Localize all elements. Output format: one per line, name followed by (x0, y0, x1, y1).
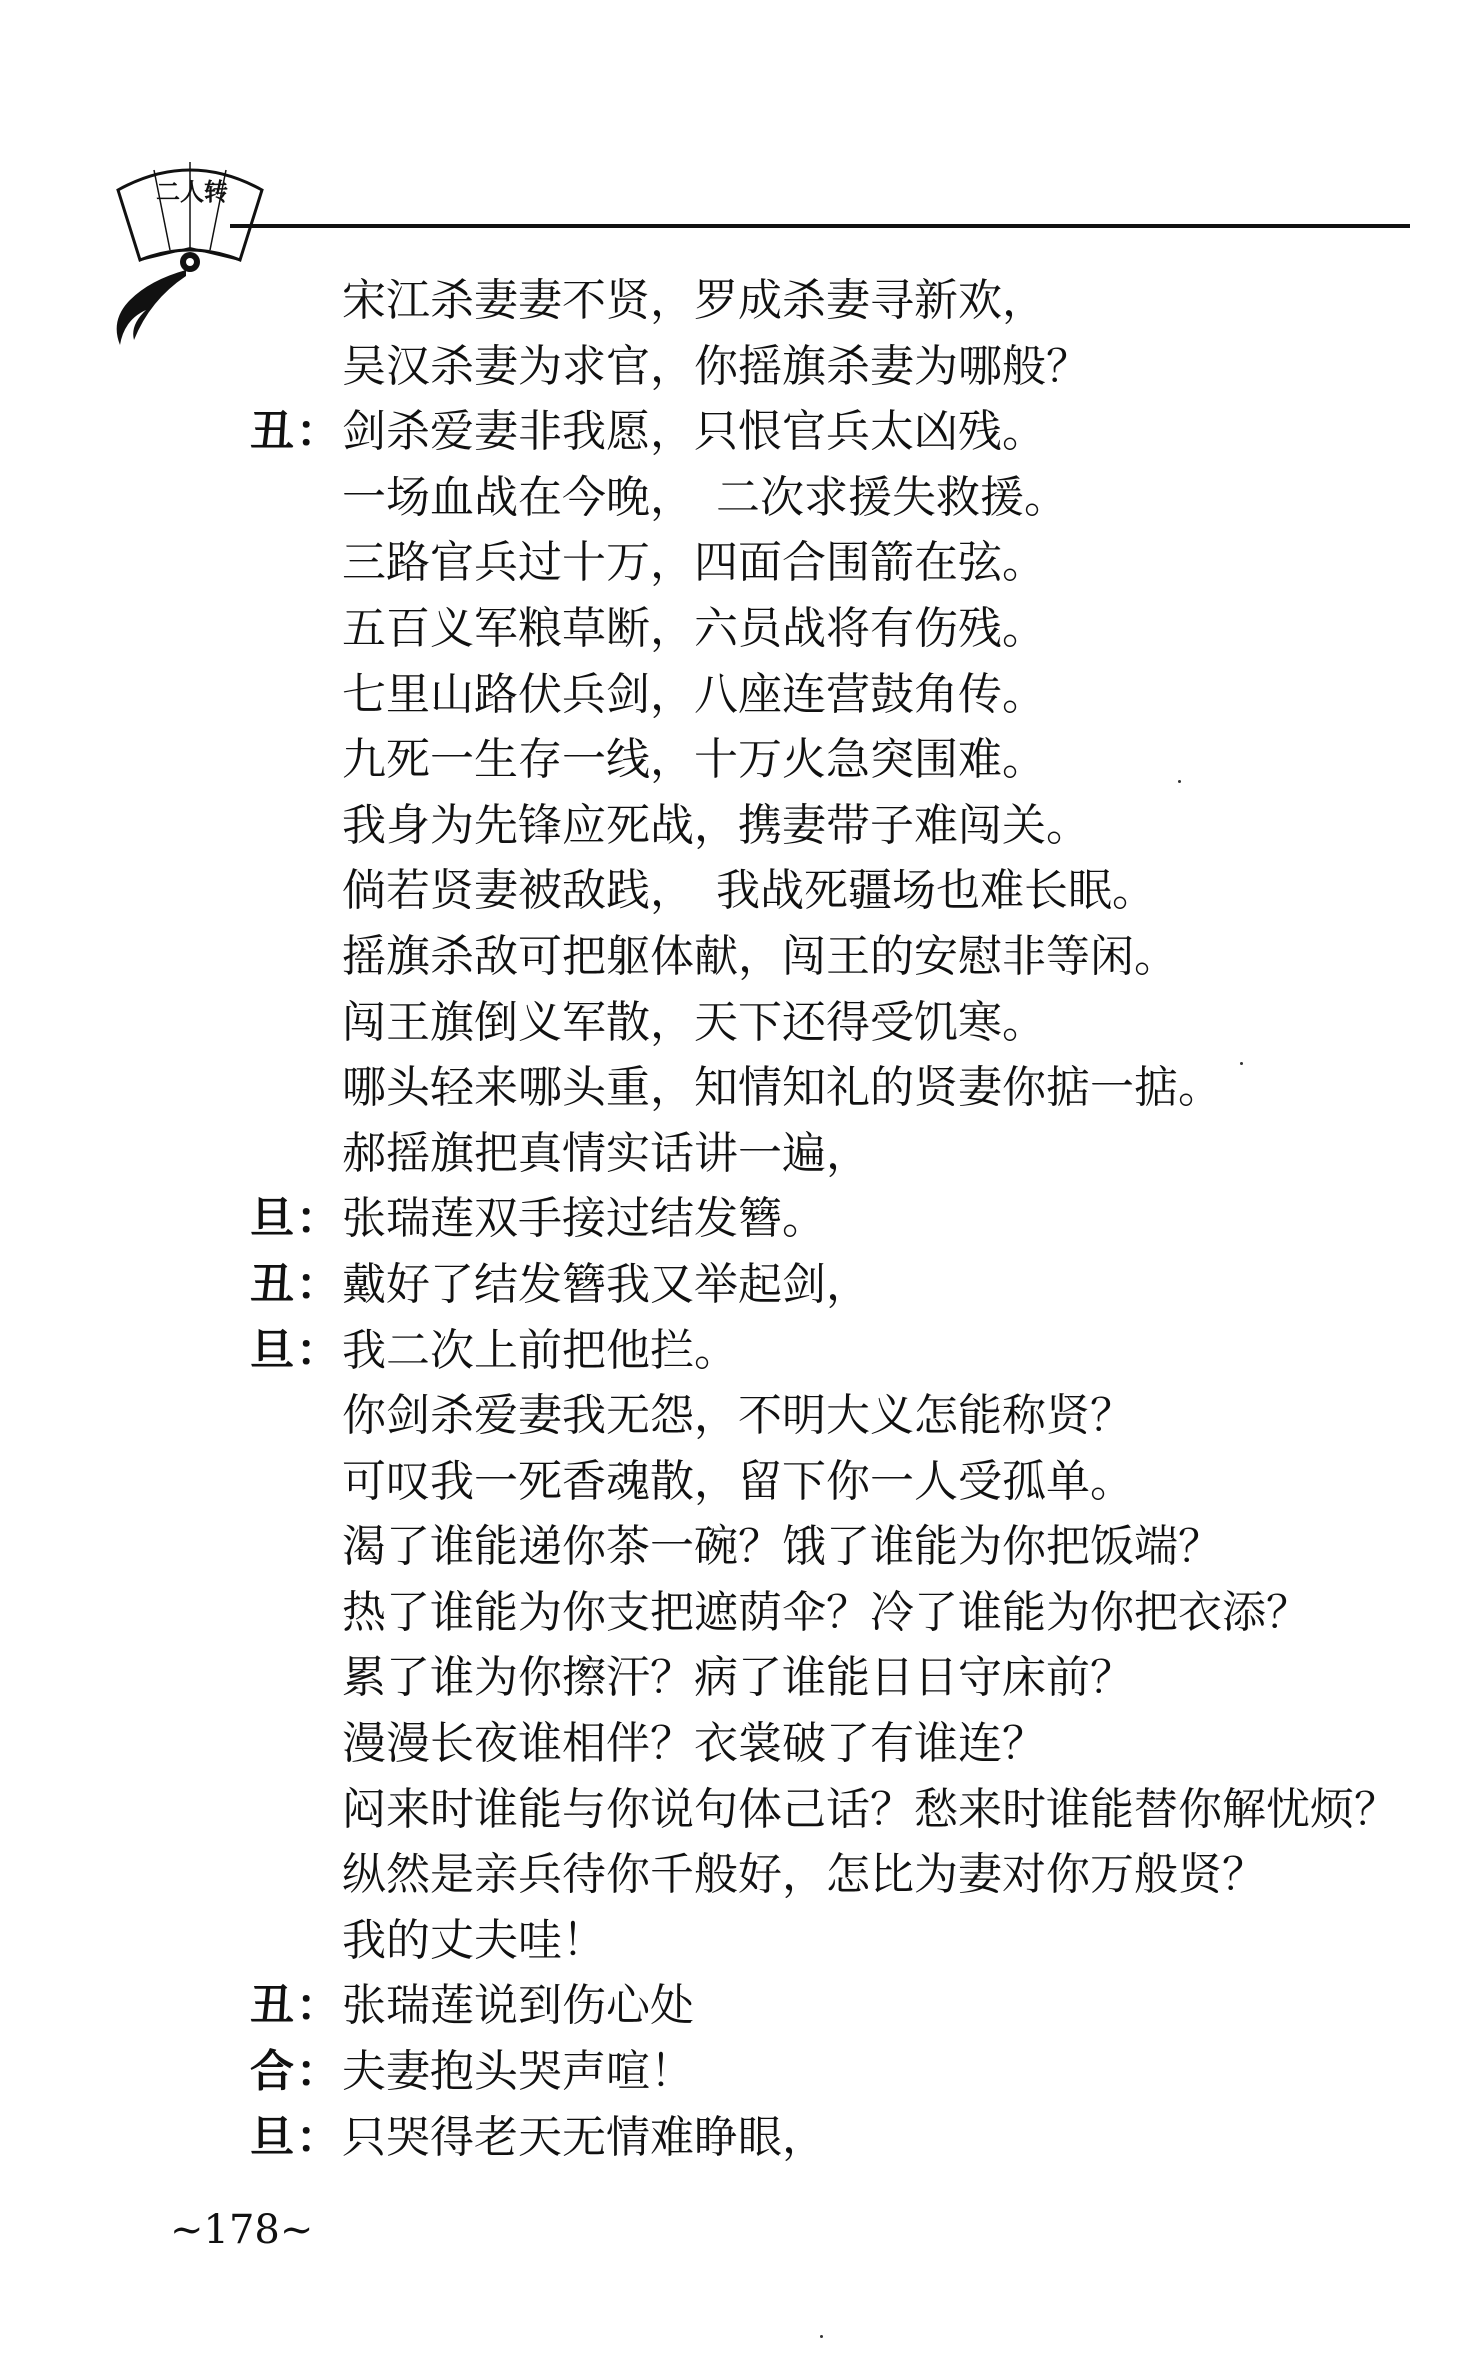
verse-text: 热了谁能为你支把遮荫伞？冷了谁能为你把衣添？ (342, 1586, 1310, 1638)
verse-line (250, 1842, 1400, 1908)
page-number: ~178~ (170, 2207, 314, 2253)
scan-speck (820, 2335, 823, 2338)
verse-line (250, 858, 1400, 924)
verse-text: 夫妻抱头哭声喧！ (342, 2046, 694, 2098)
verse-text: 郝摇旗把真情实话讲一遍， (342, 1127, 870, 1179)
verse-text: 宋江杀妻妻不贤，罗成杀妻寻新欢， (342, 275, 1046, 326)
verse-text: 漫漫长夜谁相伴？衣裳破了有谁连？ (342, 1718, 1046, 1770)
verse-line (250, 1383, 1400, 1449)
verse-text: 九死一生存一线，十万火急突围难。 (342, 734, 1046, 786)
verse-line (250, 2039, 1400, 2105)
verse-line (250, 268, 1400, 334)
verse-text: 张瑞莲说到伤心处 (342, 1980, 694, 2032)
verse-line (250, 2105, 1400, 2171)
role-label: 旦： (250, 1324, 342, 1376)
role-label: 丑： (250, 1980, 342, 2032)
verse-text: 闯王旗倒义军散，天下还得受饥寒。 (342, 996, 1046, 1048)
verse-line (250, 1711, 1400, 1777)
verse-text: 张瑞莲双手接过结发簪。 (342, 1193, 826, 1245)
verse-line (250, 1973, 1400, 2039)
verse-line (250, 1645, 1400, 1711)
verse-text: 累了谁为你擦汗？病了谁能日日守床前？ (342, 1652, 1134, 1704)
verse-text: 我二次上前把他拦。 (342, 1324, 738, 1376)
verse-line (250, 1252, 1400, 1318)
role-label: 旦： (250, 2111, 342, 2163)
verse-text: 我身为先锋应死战，携妻带子难闯关。 (342, 799, 1090, 851)
role-label: 旦： (250, 1193, 342, 1245)
verse-line (250, 1514, 1400, 1580)
verse-line (250, 530, 1400, 596)
verse-line (250, 990, 1400, 1056)
verse-line (250, 596, 1400, 662)
verse-text: 吴汉杀妻为求官，你摇旗杀妻为哪般？ (342, 340, 1090, 392)
verse-line (250, 1318, 1400, 1384)
verse-text: 一场血战在今晚， 二次求援失救援。 (342, 471, 1068, 523)
verse-text: 哪头轻来哪头重，知情知礼的贤妻你掂一掂。 (342, 1062, 1222, 1114)
verse-text: 倘若贤妻被敌践， 我战死疆场也难长眠。 (342, 865, 1156, 917)
verse-line (250, 465, 1400, 531)
header-rule (230, 224, 1410, 228)
role-label: 丑： (250, 1258, 342, 1310)
scan-speck (1178, 780, 1181, 783)
verse-text: 五百义军粮草断，六员战将有伤残。 (342, 602, 1046, 654)
verse-line (250, 1908, 1400, 1974)
verse-text: 戴好了结发簪我又举起剑， (342, 1258, 870, 1310)
verse-text: 纵然是亲兵待你千般好，怎比为妻对你万般贤？ (342, 1849, 1266, 1901)
role-label: 合： (250, 2046, 342, 2098)
verse-line (250, 662, 1400, 728)
verse-line (250, 399, 1400, 465)
verse-text: 你剑杀爱妻我无怨，不明大义怎能称贤？ (342, 1390, 1134, 1442)
script-body (250, 268, 1400, 2170)
verse-line (250, 727, 1400, 793)
verse-line (250, 1121, 1400, 1187)
verse-text: 我的丈夫哇！ (342, 1914, 606, 1966)
verse-line (250, 334, 1400, 400)
verse-line (250, 924, 1400, 990)
verse-line (250, 1580, 1400, 1646)
verse-line (250, 1055, 1400, 1121)
verse-text: 闷来时谁能与你说句体己话？愁来时谁能替你解忧烦？ (342, 1783, 1398, 1835)
role-label: 丑： (250, 406, 342, 458)
verse-text: 七里山路伏兵剑，八座连营鼓角传。 (342, 668, 1046, 720)
verse-text: 只哭得老天无情难睁眼， (342, 2111, 826, 2163)
verse-text: 三路官兵过十万，四面合围箭在弦。 (342, 537, 1046, 589)
scan-speck (1240, 1062, 1243, 1065)
verse-text: 渴了谁能递你茶一碗？饿了谁能为你把饭端？ (342, 1521, 1222, 1573)
verse-line (250, 793, 1400, 859)
verse-line (250, 1777, 1400, 1843)
verse-line (250, 1186, 1400, 1252)
verse-text: 可叹我一死香魂散，留下你一人受孤单。 (342, 1455, 1134, 1507)
verse-text: 剑杀爱妻非我愿，只恨官兵太凶残。 (342, 406, 1046, 458)
series-logo-text: 二人转 (156, 177, 228, 206)
verse-line (250, 1449, 1400, 1515)
verse-text: 摇旗杀敌可把躯体献，闯王的安慰非等闲。 (342, 930, 1178, 982)
